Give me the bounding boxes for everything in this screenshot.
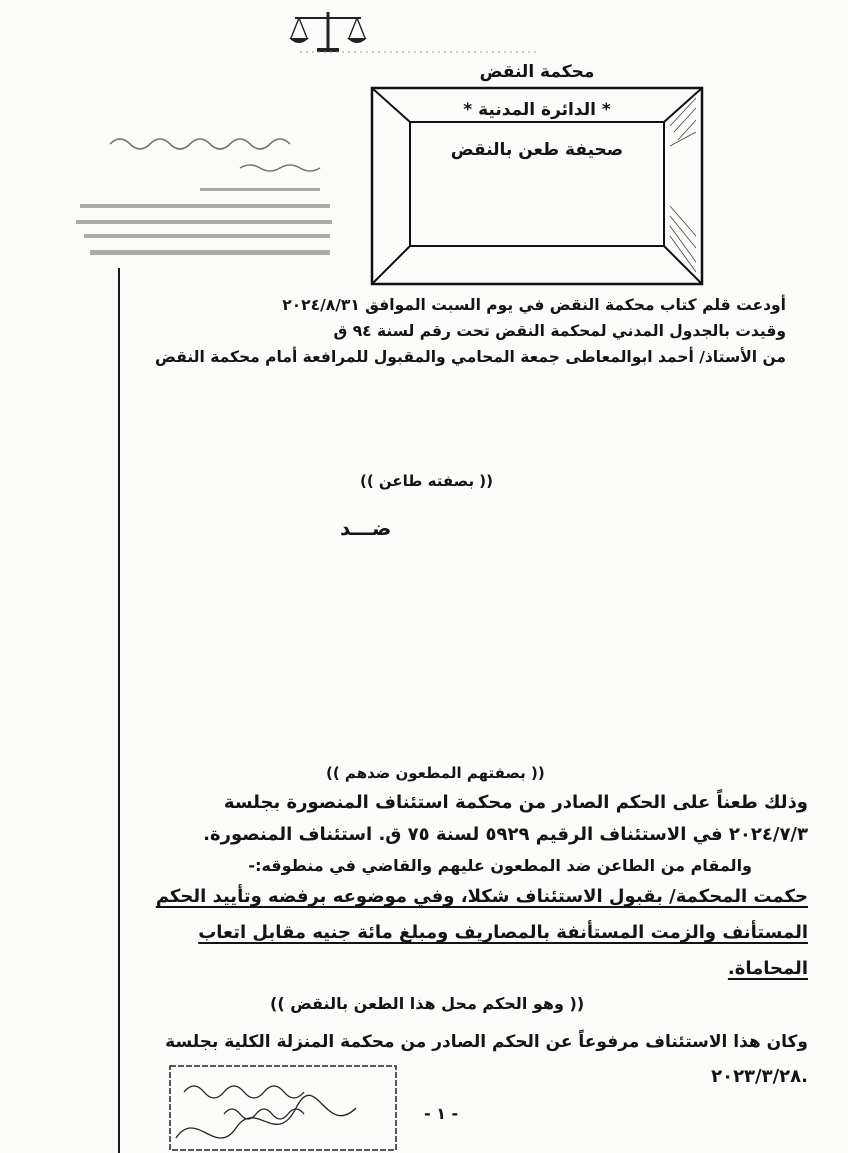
document-title: صحيفة طعن بالنقض xyxy=(450,140,624,160)
body-line-1: وذلك طعناً على الحكم الصادر من محكمة استئناف المنصورة بجلسة xyxy=(223,792,808,813)
court-name: محكمة النقض xyxy=(479,62,595,82)
body-line-8: ٢٠٢٣/٣/٢٨. xyxy=(711,1066,808,1087)
top-dotted-rule xyxy=(300,50,540,54)
lawyer-stamp-signature xyxy=(164,1062,400,1153)
body-line-3: والمقام من الطاعن ضد المطعون عليهم والقاضي في منطوقه:- xyxy=(248,856,752,875)
body-line-2: ٢٠٢٤/٧/٣ في الاستئناف الرقيم ٥٩٢٩ لسنة ٧٥ ق. استئناف المنصورة. xyxy=(203,824,808,845)
body-line-4: حكمت المحكمة/ بقبول الاستئناف شكلا، وفي موضوعه برفضه وتأييد الحكم xyxy=(155,886,808,907)
filing-line-3: من الأستاذ/ أحمد ابوالمعاطى جمعة المحامي والمقبول للمرافعة أمام محكمة النقض xyxy=(155,348,786,366)
body-line-6: المحاماة. xyxy=(727,958,808,979)
against-label: ضـــد xyxy=(340,516,392,540)
judgment-caption: (( وهو الحكم محل هذا الطعن بالنقض )) xyxy=(270,994,585,1013)
scales-of-justice-icon xyxy=(287,10,369,54)
redacted-letterhead xyxy=(70,128,338,268)
body-line-7: وكان هذا الاستئناف مرفوعاً عن الحكم الصادر من محكمة المنزلة الكلية بجلسة xyxy=(165,1032,808,1052)
page-number: - ١ - xyxy=(424,1104,459,1123)
filing-line-2: وقيدت بالجدول المدني لمحكمة النقض تحت رقم لسنة ٩٤ ق xyxy=(333,322,786,340)
filing-line-1: أودعت قلم كتاب محكمة النقض في يوم السبت الموافق ٢٠٢٤/٨/٣١ xyxy=(282,296,786,314)
page-margin-line xyxy=(118,268,120,1153)
circuit-name: * الدائرة المدنية * xyxy=(463,100,611,120)
respondents-caption: (( بصفتهم المطعون ضدهم )) xyxy=(326,764,545,782)
appellant-caption: (( بصفته طاعن )) xyxy=(360,472,494,490)
body-line-5: المستأنف والزمت المستأنفة بالمصاريف ومبلغ مائة جنيه مقابل اتعاب xyxy=(198,922,808,943)
